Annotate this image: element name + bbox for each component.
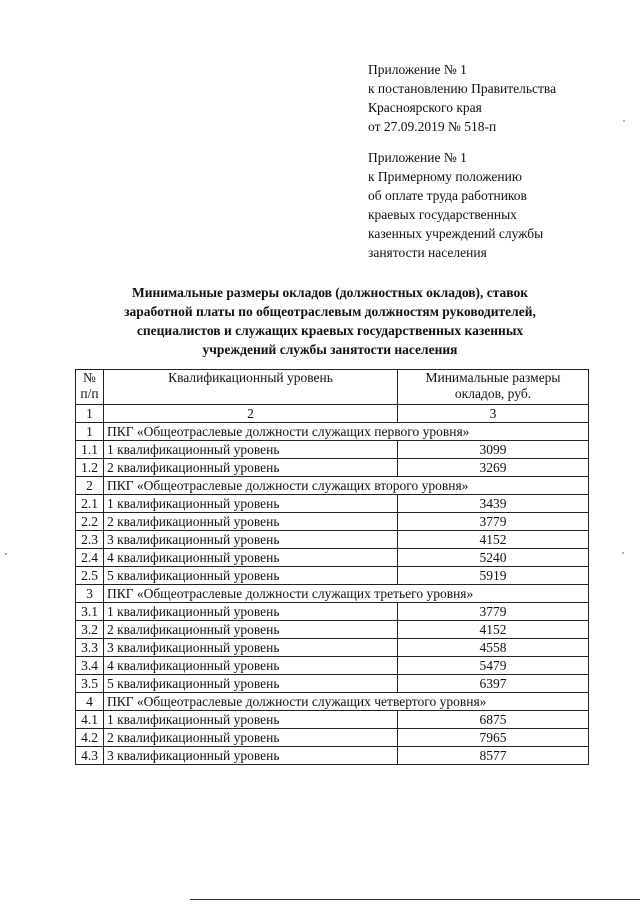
row-level: 1 квалификационный уровень — [104, 441, 398, 459]
row-salary: 3099 — [398, 441, 589, 459]
group-row — [76, 423, 589, 441]
row-num: 4.1 — [76, 711, 104, 729]
row-salary: 4152 — [398, 621, 589, 639]
row-num: 2.3 — [76, 531, 104, 549]
group-row — [76, 693, 589, 711]
group-title: ПКГ «Общеотраслевые должности служащих первого уровня» — [104, 423, 589, 441]
appendix-line: занятости населения — [368, 245, 487, 260]
row-salary: 5919 — [398, 567, 589, 585]
appendix-line: казенных учреждений службы — [368, 226, 544, 241]
index-cell: 2 — [104, 405, 398, 423]
appendix-line: от 27.09.2019 № 518-п — [368, 119, 497, 134]
row-num: 3.3 — [76, 639, 104, 657]
table-row — [76, 621, 589, 639]
table-row — [76, 459, 589, 477]
row-num: 2.4 — [76, 549, 104, 567]
group-title: ПКГ «Общеотраслевые должности служащих четвертого уровня» — [104, 693, 589, 711]
table-row — [76, 495, 589, 513]
table-row — [76, 441, 589, 459]
row-salary: 3439 — [398, 495, 589, 513]
appendix-block-government-decree — [368, 60, 556, 136]
row-num: 4.3 — [76, 747, 104, 765]
appendix-line: краевых государственных — [368, 207, 517, 222]
row-level: 3 квалификационный уровень — [104, 747, 398, 765]
group-title: ПКГ «Общеотраслевые должности служащих второго уровня» — [104, 477, 589, 495]
salary-table — [75, 369, 589, 765]
row-salary: 3269 — [398, 459, 589, 477]
scan-speck — [623, 120, 625, 122]
header-level: Квалификационный уровень — [104, 370, 398, 405]
appendix-line: Красноярского края — [368, 100, 482, 115]
group-num: 2 — [76, 477, 104, 495]
index-cell: 3 — [398, 405, 589, 423]
row-num: 1.1 — [76, 441, 104, 459]
row-level: 5 квалификационный уровень — [104, 567, 398, 585]
row-level: 5 квалификационный уровень — [104, 675, 398, 693]
row-salary: 6397 — [398, 675, 589, 693]
row-level: 3 квалификационный уровень — [104, 639, 398, 657]
row-level: 4 квалификационный уровень — [104, 657, 398, 675]
table-row — [76, 531, 589, 549]
appendix-line: к постановлению Правительства — [368, 81, 557, 96]
document-title — [60, 283, 600, 359]
group-num: 3 — [76, 585, 104, 603]
header-num — [76, 370, 104, 405]
table-row — [76, 549, 589, 567]
row-salary: 3779 — [398, 603, 589, 621]
row-num: 3.1 — [76, 603, 104, 621]
appendix-line: об оплате труда работников — [368, 188, 527, 203]
header-salary: Минимальные размеры окладов, руб. — [398, 370, 589, 405]
appendix-block-model-regulation — [368, 148, 543, 262]
title-line: учреждений службы занятости населения — [202, 342, 458, 357]
appendix-line: к Примерному положению — [368, 169, 522, 184]
row-level: 1 квалификационный уровень — [104, 711, 398, 729]
row-level: 1 квалификационный уровень — [104, 603, 398, 621]
appendix-line: Приложение № 1 — [368, 62, 467, 77]
table-row — [76, 729, 589, 747]
row-num: 2.1 — [76, 495, 104, 513]
group-num: 1 — [76, 423, 104, 441]
row-level: 1 квалификационный уровень — [104, 495, 398, 513]
row-level: 2 квалификационный уровень — [104, 459, 398, 477]
title-line: специалистов и служащих краевых государственных казенных — [136, 323, 524, 338]
index-cell: 1 — [76, 405, 104, 423]
group-row — [76, 477, 589, 495]
table-body — [76, 423, 589, 765]
row-level: 2 квалификационный уровень — [104, 621, 398, 639]
row-num: 4.2 — [76, 729, 104, 747]
table-index-row — [76, 405, 589, 423]
table-row — [76, 513, 589, 531]
row-num: 3.2 — [76, 621, 104, 639]
table-row — [76, 657, 589, 675]
footer-divider — [190, 899, 640, 900]
row-salary: 6875 — [398, 711, 589, 729]
row-level: 4 квалификационный уровень — [104, 549, 398, 567]
table-row — [76, 747, 589, 765]
row-num: 2.5 — [76, 567, 104, 585]
title-line: заработной платы по общеотраслевым должностям руководителей, — [124, 304, 536, 319]
scan-speck — [5, 553, 7, 555]
row-salary: 5479 — [398, 657, 589, 675]
row-level: 3 квалификационный уровень — [104, 531, 398, 549]
appendix-line: Приложение № 1 — [368, 150, 467, 165]
group-row — [76, 585, 589, 603]
row-salary: 8577 — [398, 747, 589, 765]
title-line: Минимальные размеры окладов (должностных окладов), ставок — [131, 285, 529, 300]
header-num-text: № п/п — [80, 370, 99, 401]
row-salary: 4152 — [398, 531, 589, 549]
group-num: 4 — [76, 693, 104, 711]
row-level: 2 квалификационный уровень — [104, 729, 398, 747]
table-row — [76, 603, 589, 621]
row-level: 2 квалификационный уровень — [104, 513, 398, 531]
row-num: 2.2 — [76, 513, 104, 531]
table-row — [76, 675, 589, 693]
row-salary: 5240 — [398, 549, 589, 567]
row-salary: 3779 — [398, 513, 589, 531]
table-row — [76, 711, 589, 729]
group-title: ПКГ «Общеотраслевые должности служащих третьего уровня» — [104, 585, 589, 603]
table-header-row — [76, 370, 589, 405]
table-row — [76, 639, 589, 657]
scan-speck — [622, 552, 624, 554]
row-num: 3.4 — [76, 657, 104, 675]
table-row — [76, 567, 589, 585]
row-salary: 7965 — [398, 729, 589, 747]
row-salary: 4558 — [398, 639, 589, 657]
row-num: 3.5 — [76, 675, 104, 693]
row-num: 1.2 — [76, 459, 104, 477]
